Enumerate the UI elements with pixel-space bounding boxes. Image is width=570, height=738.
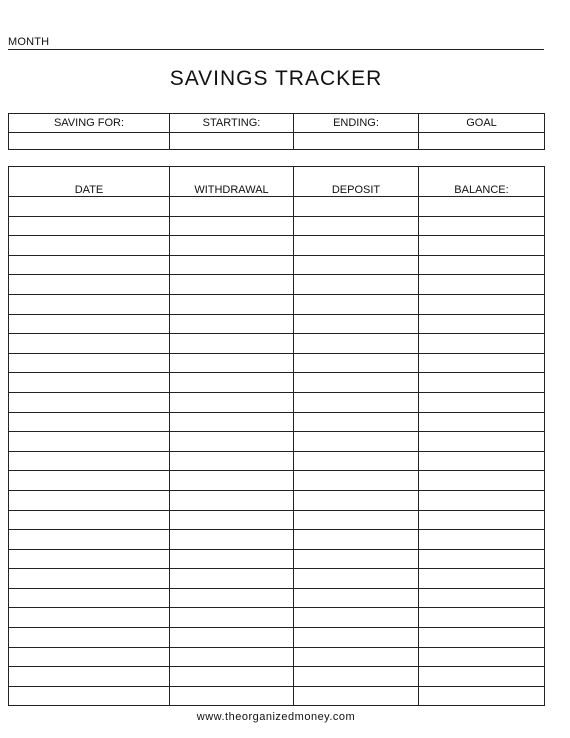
ledger-body bbox=[9, 197, 545, 706]
date-cell[interactable] bbox=[9, 667, 170, 687]
withdrawal-cell[interactable] bbox=[170, 334, 294, 354]
balance-cell[interactable] bbox=[419, 334, 545, 354]
summary-table bbox=[8, 113, 545, 150]
summary-header-row bbox=[9, 114, 545, 133]
deposit-cell[interactable] bbox=[294, 608, 419, 628]
balance-cell[interactable] bbox=[419, 686, 545, 706]
balance-cell[interactable] bbox=[419, 294, 545, 314]
date-cell[interactable] bbox=[9, 510, 170, 530]
deposit-cell[interactable] bbox=[294, 549, 419, 569]
date-cell[interactable] bbox=[9, 471, 170, 491]
withdrawal-cell[interactable] bbox=[170, 471, 294, 491]
withdrawal-cell[interactable] bbox=[170, 588, 294, 608]
date-cell[interactable] bbox=[9, 412, 170, 432]
withdrawal-cell[interactable] bbox=[170, 314, 294, 334]
withdrawal-cell[interactable] bbox=[170, 216, 294, 236]
starting-cell[interactable] bbox=[170, 133, 294, 150]
withdrawal-cell[interactable] bbox=[170, 647, 294, 667]
balance-cell[interactable] bbox=[419, 392, 545, 412]
balance-cell[interactable] bbox=[419, 530, 545, 550]
date-cell[interactable] bbox=[9, 569, 170, 589]
date-cell[interactable] bbox=[9, 373, 170, 393]
withdrawal-cell[interactable] bbox=[170, 549, 294, 569]
table-row bbox=[9, 334, 545, 354]
balance-cell[interactable] bbox=[419, 490, 545, 510]
date-header: DATE bbox=[9, 167, 170, 197]
balance-cell[interactable] bbox=[419, 588, 545, 608]
starting-header: STARTING: bbox=[170, 114, 294, 133]
withdrawal-cell[interactable] bbox=[170, 451, 294, 471]
date-cell[interactable] bbox=[9, 392, 170, 412]
withdrawal-header: WITHDRAWAL bbox=[170, 167, 294, 197]
table-row bbox=[9, 216, 545, 236]
balance-cell[interactable] bbox=[419, 412, 545, 432]
date-cell[interactable] bbox=[9, 451, 170, 471]
deposit-cell[interactable] bbox=[294, 412, 419, 432]
table-row bbox=[9, 353, 545, 373]
balance-cell[interactable] bbox=[419, 373, 545, 393]
deposit-cell[interactable] bbox=[294, 334, 419, 354]
date-cell[interactable] bbox=[9, 255, 170, 275]
date-cell[interactable] bbox=[9, 608, 170, 628]
balance-cell[interactable] bbox=[419, 647, 545, 667]
balance-cell[interactable] bbox=[419, 275, 545, 295]
deposit-cell[interactable] bbox=[294, 451, 419, 471]
table-row bbox=[9, 373, 545, 393]
date-cell[interactable] bbox=[9, 588, 170, 608]
date-cell[interactable] bbox=[9, 686, 170, 706]
date-cell[interactable] bbox=[9, 490, 170, 510]
saving-for-header: SAVING FOR: bbox=[9, 114, 170, 133]
date-cell[interactable] bbox=[9, 628, 170, 648]
website-footer: www.theorganizedmoney.com bbox=[196, 711, 356, 723]
balance-cell[interactable] bbox=[419, 628, 545, 648]
ending-cell[interactable] bbox=[294, 133, 419, 150]
withdrawal-cell[interactable] bbox=[170, 392, 294, 412]
deposit-cell[interactable] bbox=[294, 353, 419, 373]
deposit-cell[interactable] bbox=[294, 197, 419, 217]
deposit-cell[interactable] bbox=[294, 392, 419, 412]
saving-for-cell[interactable] bbox=[9, 133, 170, 150]
table-row bbox=[9, 275, 545, 295]
balance-cell[interactable] bbox=[419, 510, 545, 530]
withdrawal-cell[interactable] bbox=[170, 373, 294, 393]
goal-header: GOAL bbox=[419, 114, 545, 133]
balance-cell[interactable] bbox=[419, 432, 545, 452]
table-row bbox=[9, 667, 545, 687]
withdrawal-cell[interactable] bbox=[170, 686, 294, 706]
withdrawal-cell[interactable] bbox=[170, 275, 294, 295]
withdrawal-cell[interactable] bbox=[170, 569, 294, 589]
date-cell[interactable] bbox=[9, 236, 170, 256]
withdrawal-cell[interactable] bbox=[170, 530, 294, 550]
balance-header: BALANCE: bbox=[419, 167, 545, 197]
withdrawal-cell[interactable] bbox=[170, 608, 294, 628]
withdrawal-cell[interactable] bbox=[170, 294, 294, 314]
table-row bbox=[9, 549, 545, 569]
balance-cell[interactable] bbox=[419, 314, 545, 334]
table-row bbox=[9, 294, 545, 314]
deposit-cell[interactable] bbox=[294, 628, 419, 648]
table-row bbox=[9, 647, 545, 667]
date-cell[interactable] bbox=[9, 314, 170, 334]
balance-cell[interactable] bbox=[419, 197, 545, 217]
withdrawal-cell[interactable] bbox=[170, 510, 294, 530]
table-row bbox=[9, 236, 545, 256]
deposit-cell[interactable] bbox=[294, 216, 419, 236]
table-row bbox=[9, 392, 545, 412]
table-row bbox=[9, 628, 545, 648]
withdrawal-cell[interactable] bbox=[170, 255, 294, 275]
withdrawal-cell[interactable] bbox=[170, 412, 294, 432]
ending-header: ENDING: bbox=[294, 114, 419, 133]
deposit-cell[interactable] bbox=[294, 432, 419, 452]
deposit-cell[interactable] bbox=[294, 294, 419, 314]
withdrawal-cell[interactable] bbox=[170, 197, 294, 217]
date-cell[interactable] bbox=[9, 197, 170, 217]
table-row bbox=[9, 314, 545, 334]
date-cell[interactable] bbox=[9, 353, 170, 373]
deposit-cell[interactable] bbox=[294, 255, 419, 275]
table-row bbox=[9, 608, 545, 628]
goal-cell[interactable] bbox=[419, 133, 545, 150]
balance-cell[interactable] bbox=[419, 549, 545, 569]
table-row bbox=[9, 490, 545, 510]
table-row bbox=[9, 530, 545, 550]
table-row bbox=[9, 432, 545, 452]
deposit-cell[interactable] bbox=[294, 236, 419, 256]
table-row bbox=[9, 569, 545, 589]
table-row bbox=[9, 451, 545, 471]
deposit-cell[interactable] bbox=[294, 530, 419, 550]
table-row bbox=[9, 588, 545, 608]
balance-cell[interactable] bbox=[419, 471, 545, 491]
table-row bbox=[9, 686, 545, 706]
deposit-cell[interactable] bbox=[294, 569, 419, 589]
month-label: MONTH bbox=[8, 36, 50, 48]
deposit-cell[interactable] bbox=[294, 667, 419, 687]
deposit-cell[interactable] bbox=[294, 490, 419, 510]
summary-entry-row bbox=[9, 133, 545, 150]
balance-cell[interactable] bbox=[419, 451, 545, 471]
balance-cell[interactable] bbox=[419, 608, 545, 628]
deposit-cell[interactable] bbox=[294, 471, 419, 491]
date-cell[interactable] bbox=[9, 549, 170, 569]
balance-cell[interactable] bbox=[419, 236, 545, 256]
date-cell[interactable] bbox=[9, 275, 170, 295]
withdrawal-cell[interactable] bbox=[170, 236, 294, 256]
withdrawal-cell[interactable] bbox=[170, 353, 294, 373]
deposit-cell[interactable] bbox=[294, 588, 419, 608]
balance-cell[interactable] bbox=[419, 569, 545, 589]
withdrawal-cell[interactable] bbox=[170, 432, 294, 452]
withdrawal-cell[interactable] bbox=[170, 490, 294, 510]
withdrawal-cell[interactable] bbox=[170, 667, 294, 687]
ledger-header-row bbox=[9, 167, 545, 197]
deposit-cell[interactable] bbox=[294, 373, 419, 393]
date-cell[interactable] bbox=[9, 647, 170, 667]
date-cell[interactable] bbox=[9, 334, 170, 354]
deposit-cell[interactable] bbox=[294, 314, 419, 334]
page-title: SAVINGS TRACKER bbox=[169, 67, 383, 90]
table-row bbox=[9, 471, 545, 491]
deposit-cell[interactable] bbox=[294, 686, 419, 706]
date-cell[interactable] bbox=[9, 432, 170, 452]
withdrawal-cell[interactable] bbox=[170, 628, 294, 648]
deposit-cell[interactable] bbox=[294, 510, 419, 530]
date-cell[interactable] bbox=[9, 294, 170, 314]
table-row bbox=[9, 412, 545, 432]
balance-cell[interactable] bbox=[419, 353, 545, 373]
balance-cell[interactable] bbox=[419, 667, 545, 687]
table-row bbox=[9, 197, 545, 217]
deposit-cell[interactable] bbox=[294, 647, 419, 667]
table-row bbox=[9, 510, 545, 530]
month-field[interactable] bbox=[8, 36, 544, 50]
ledger-table bbox=[8, 166, 545, 706]
date-cell[interactable] bbox=[9, 530, 170, 550]
date-cell[interactable] bbox=[9, 216, 170, 236]
balance-cell[interactable] bbox=[419, 255, 545, 275]
balance-cell[interactable] bbox=[419, 216, 545, 236]
table-row bbox=[9, 255, 545, 275]
deposit-cell[interactable] bbox=[294, 275, 419, 295]
deposit-header: DEPOSIT bbox=[294, 167, 419, 197]
